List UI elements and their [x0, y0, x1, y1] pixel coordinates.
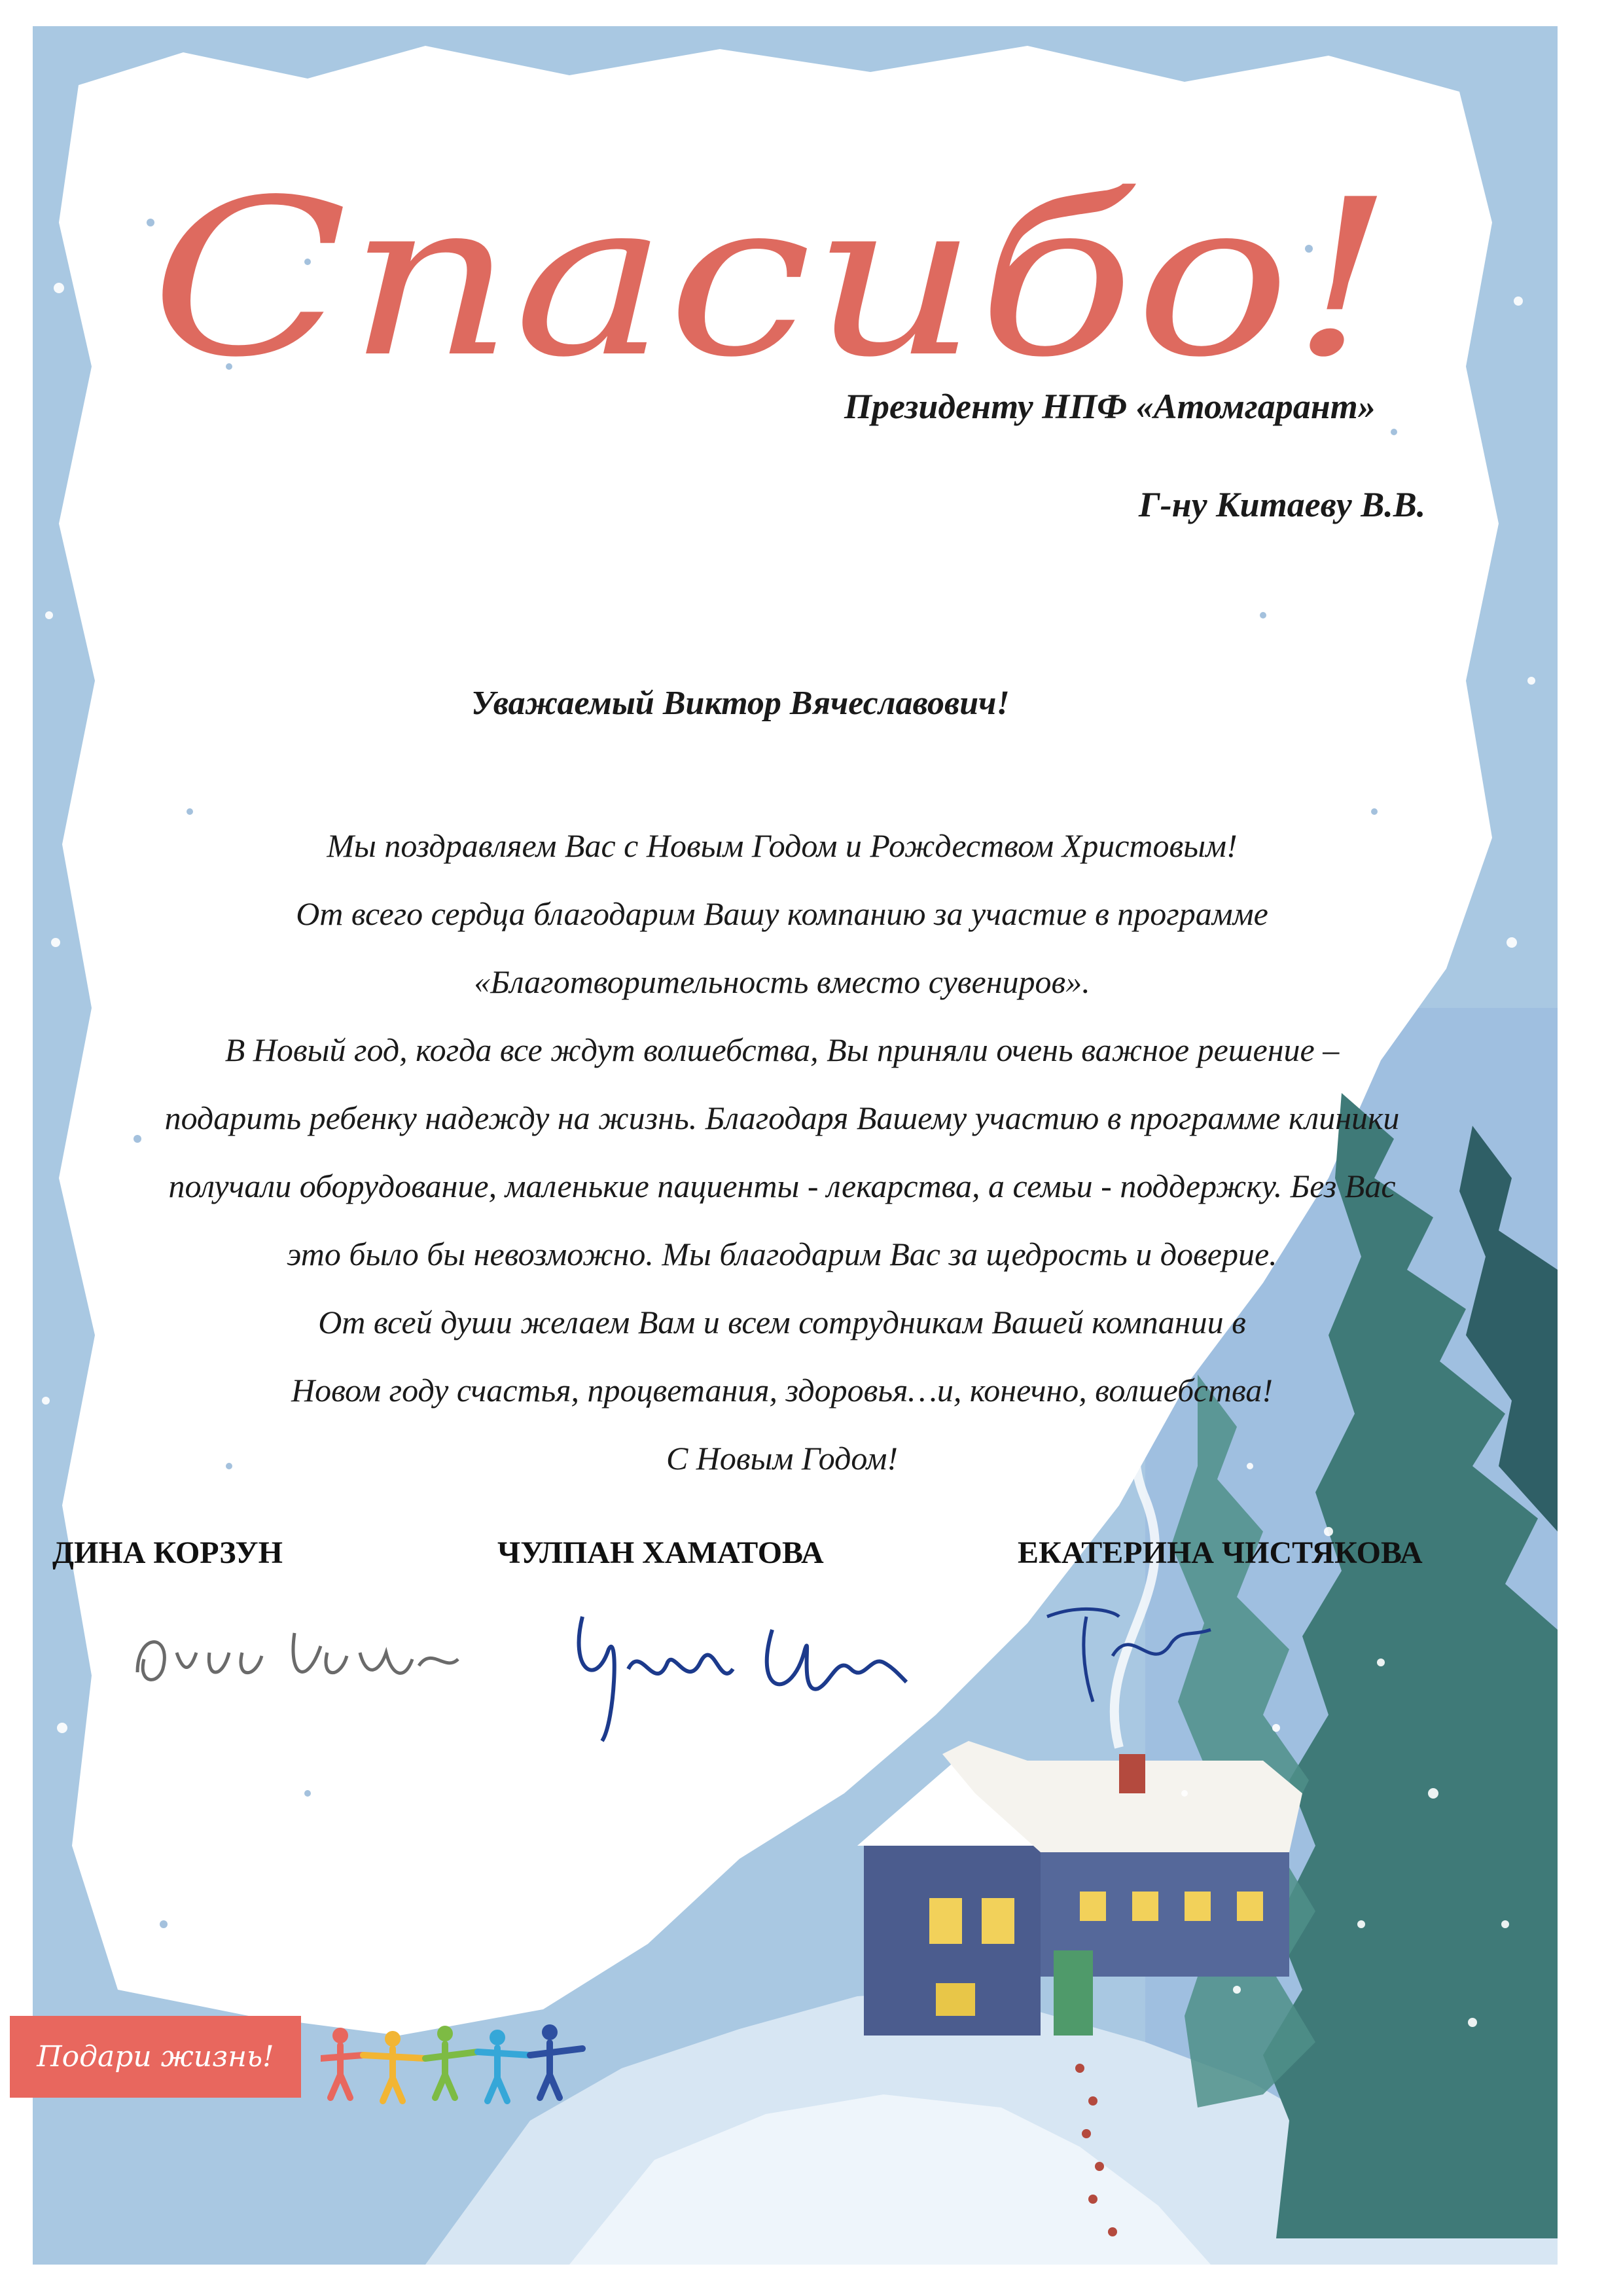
addressee-name: Г-ну Китаеву В.В.: [1139, 485, 1426, 524]
signer-name-khamatova: ЧУЛПАН ХАМАТОВА: [497, 1535, 824, 1570]
body-line: это было бы невозможно. Мы благодарим Вас за щедрость и доверие.: [287, 1236, 1277, 1272]
body-line: С Новым Годом!: [666, 1440, 899, 1477]
signature-chistyakova: [1041, 1597, 1237, 1708]
body-line: В Новый год, когда все ждут волшебства, Вы приняли очень важное решение –: [224, 1031, 1340, 1068]
title-text: Спасибо!: [151, 153, 1394, 404]
body-line: От всего сердца благодарим Вашу компанию за участие в программе: [296, 895, 1268, 932]
body-line: Мы поздравляем Вас с Новым Годом и Рождеством Христовым!: [327, 827, 1238, 864]
signature-korzun: [124, 1607, 465, 1705]
signer-name-korzun: ДИНА КОРЗУН: [52, 1535, 283, 1570]
body-line: От всей души желаем Вам и всем сотрудникам Вашей компании в: [318, 1304, 1246, 1340]
children-figures-icon: [321, 2019, 602, 2104]
logo-text: Подари жизнь!: [37, 2040, 274, 2073]
podari-zhizn-logo: [10, 2016, 301, 2098]
letter-body: [39, 812, 1525, 1492]
body-line: Новом году счастья, процветания, здоровья…и, конечно, волшебства!: [291, 1372, 1273, 1408]
signer-name-chistyakova: ЕКАТЕРИНА ЧИСТЯКОВА: [1018, 1535, 1423, 1570]
signature-khamatova: [556, 1590, 910, 1754]
body-line: получали оборудование, маленькие пациенты - лекарства, а семьи - поддержку. Без Вас: [168, 1168, 1396, 1204]
body-line: «Благотворительность вместо сувениров».: [474, 963, 1090, 1000]
addressee-position: Президенту НПФ «Атомгарант»: [844, 387, 1376, 426]
body-line: подарить ребенку надежду на жизнь. Благодаря Вашему участию в программе клиники: [164, 1100, 1400, 1136]
salutation: Уважаемый Виктор Вячеславович!: [471, 685, 1010, 722]
